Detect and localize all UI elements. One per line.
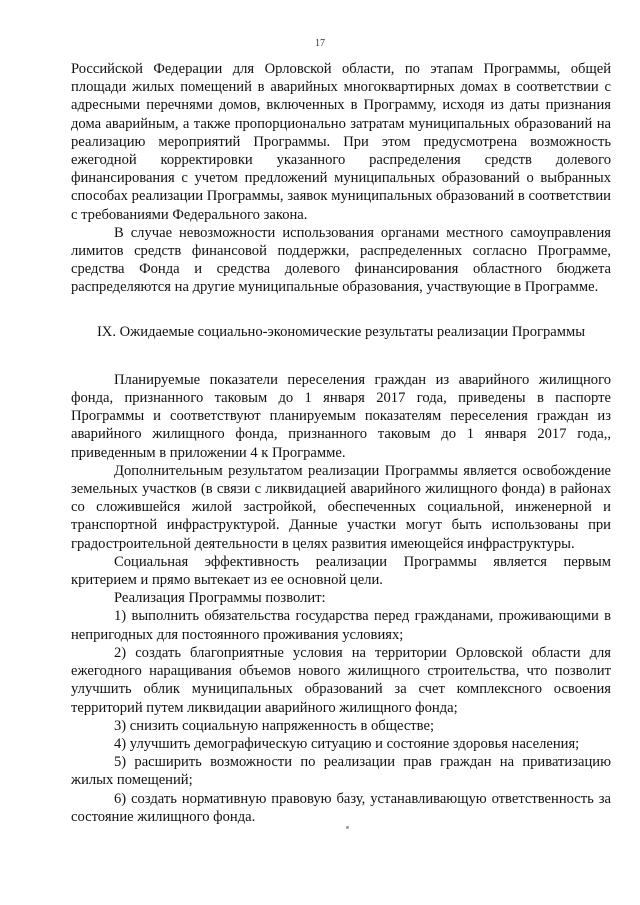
list-item-5: 5) расширить возможности по реализации прав граждан на приватизацию жилых помещений; [71,754,611,789]
paragraph-continuation: Российской Федерации для Орловской области, по этапам Программы, общей площади жилых помещений в аварийных многоквартирных домах в соответствии с адресными перечнями домов, включенных в Программу, исходя из даты признания дома аварийным, а также пропорционально затратам муниципальных образований на реализацию мероприятий Программы. При этом предусмотрена возможность ежегодной корректировки указанного распределения средств долевого финансирования с учетом предложений муниципальных образований о выбранных способах реализации Программы, заявок муниципальных образований в соответствии с требованиями Федерального закона. [71,61,611,223]
list-item-4: 4) улучшить демографическую ситуацию и состояние здоровья населения; [114,735,580,752]
paragraph-list-intro: Реализация Программы позволит: [114,590,326,607]
scan-speck [346,826,349,829]
paragraph-limits-redistribution: В случае невозможности использования органами местного самоуправления лимитов средств финансовой поддержки, распределенных согласно Программе, средства Фонда и средства долевого финансирования областного бюджета распределяются на другие муниципальные образования, участвующие в Программе. [71,224,611,296]
list-item-2: 2) создать благоприятные условия на территории Орловской области для ежегодного наращивания объемов нового жилищного строительства, что позволит улучшить облик муниципальных образований за счет комплексного освоения территорий путем ликвидации аварийного жилищного фонда; [71,644,611,716]
list-item-6: 6) создать нормативную правовую базу, устанавливающую ответственность за состояние жилищного фонда. [71,790,611,825]
document-body [71,60,611,826]
paragraph-social-efficiency: Социальная эффективность реализации Программы является первым критерием и прямо вытекает из ее основной цели. [71,553,611,589]
list-item-1: 1) выполнить обязательства государства перед гражданами, проживающими в непригодных для постоянного проживания условиях; [71,608,611,643]
list-item-3: 3) снизить социальную напряженность в обществе; [114,717,435,734]
paragraph-planned-indicators: Планируемые показатели переселения граждан из аварийного жилищного фонда, признанного таковым до 1 января 2017 года, приведены в паспорте Программы и соответствуют планируемым показателям переселения граждан из аварийного жилищного фонда, признанного таковым до 1 января 2017 года,, приведенным в приложении 4 к Программе. [71,371,611,461]
section-heading: IX. Ожидаемые социально-экономические результаты реализации Программы [96,323,586,340]
paragraph-additional-result: Дополнительным результатом реализации Программы является освобождение земельных участков (в связи с ликвидацией аварийного жилищного фонда) в районах со сложившейся жилой застройкой, обеспеченных социальной, инженерной и транспортной инфраструктурой. Данные участки могут быть использованы при градостроительной деятельности в целях развития имеющейся инфраструктуры. [71,462,611,552]
page-number: 17 [315,38,325,49]
